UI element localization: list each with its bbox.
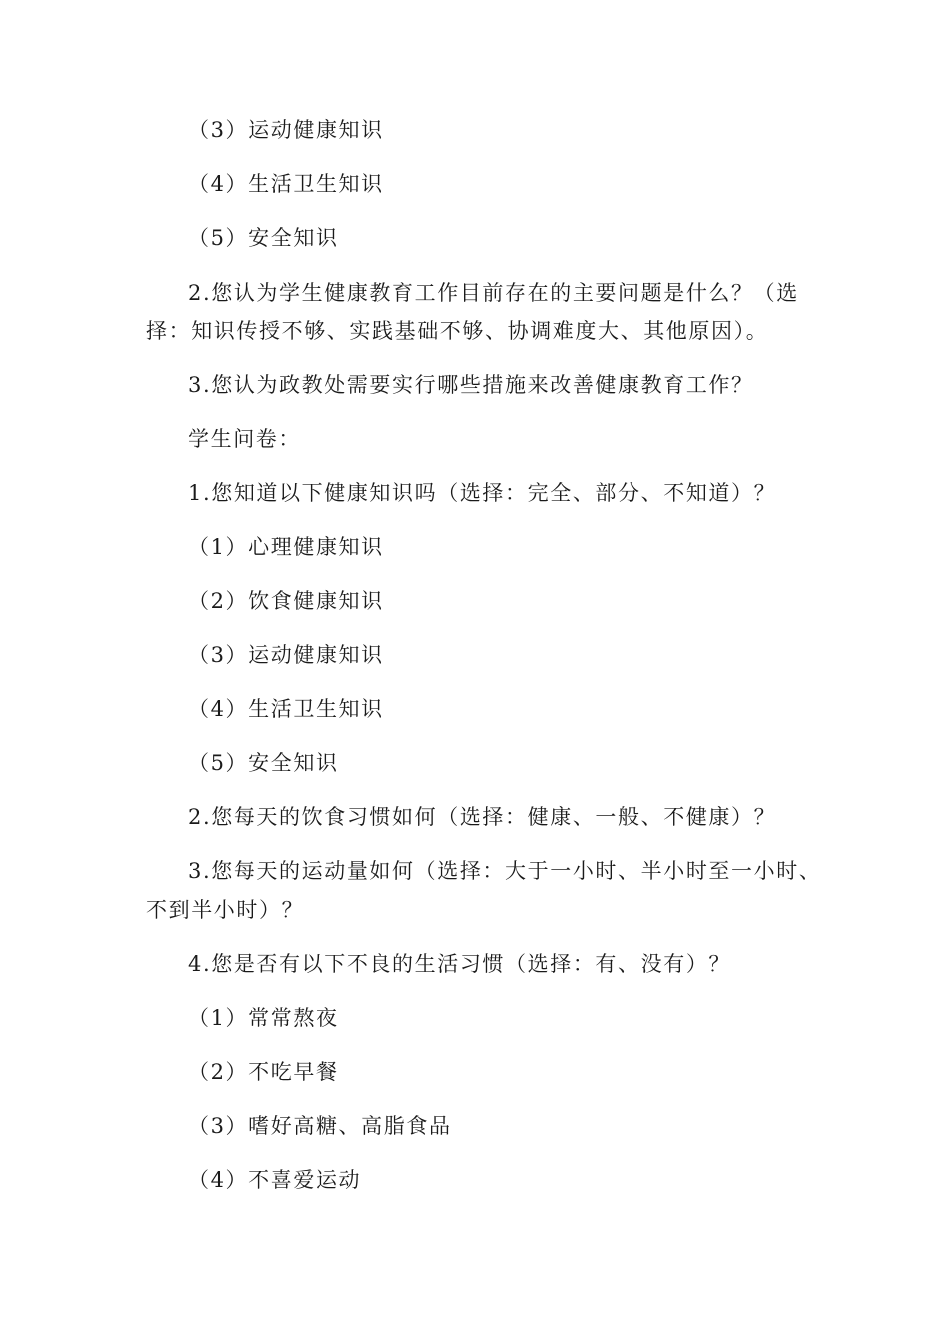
- student-habit-item-2: （2）不吃早餐: [188, 1060, 339, 1084]
- teacher-question-3: 3.您认为政教处需要实行哪些措施来改善健康教育工作？: [188, 373, 754, 397]
- student-question-2: 2.您每天的饮食习惯如何（选择：健康、一般、不健康）？: [188, 805, 777, 829]
- student-habit-item-4: （4）不喜爱运动: [188, 1168, 362, 1192]
- student-question-4: 4.您是否有以下不良的生活习惯（选择：有、没有）？: [188, 952, 732, 976]
- student-section-heading: 学生问卷：: [188, 427, 301, 451]
- teacher-knowledge-item-3: （3）运动健康知识: [188, 118, 384, 142]
- teacher-knowledge-item-5: （5）安全知识: [188, 226, 339, 250]
- student-question-1: 1.您知道以下健康知识吗（选择：完全、部分、不知道）？: [188, 481, 777, 505]
- student-question-3-line-2: 不到半小时）？: [146, 898, 305, 922]
- student-knowledge-item-5: （5）安全知识: [188, 751, 339, 775]
- teacher-question-2-line-1: 2.您认为学生健康教育工作目前存在的主要问题是什么？（选: [188, 281, 799, 305]
- student-habit-item-3: （3）嗜好高糖、高脂食品: [188, 1114, 452, 1138]
- teacher-knowledge-item-4: （4）生活卫生知识: [188, 172, 384, 196]
- student-question-3-line-1: 3.您每天的运动量如何（选择：大于一小时、半小时至一小时、: [188, 859, 822, 883]
- student-knowledge-item-3: （3）运动健康知识: [188, 643, 384, 667]
- teacher-question-2-line-2: 择：知识传授不够、实践基础不够、协调难度大、其他原因）。: [146, 319, 769, 343]
- student-knowledge-item-1: （1）心理健康知识: [188, 535, 384, 559]
- student-habit-item-1: （1）常常熬夜: [188, 1006, 339, 1030]
- student-knowledge-item-2: （2）饮食健康知识: [188, 589, 384, 613]
- student-knowledge-item-4: （4）生活卫生知识: [188, 697, 384, 721]
